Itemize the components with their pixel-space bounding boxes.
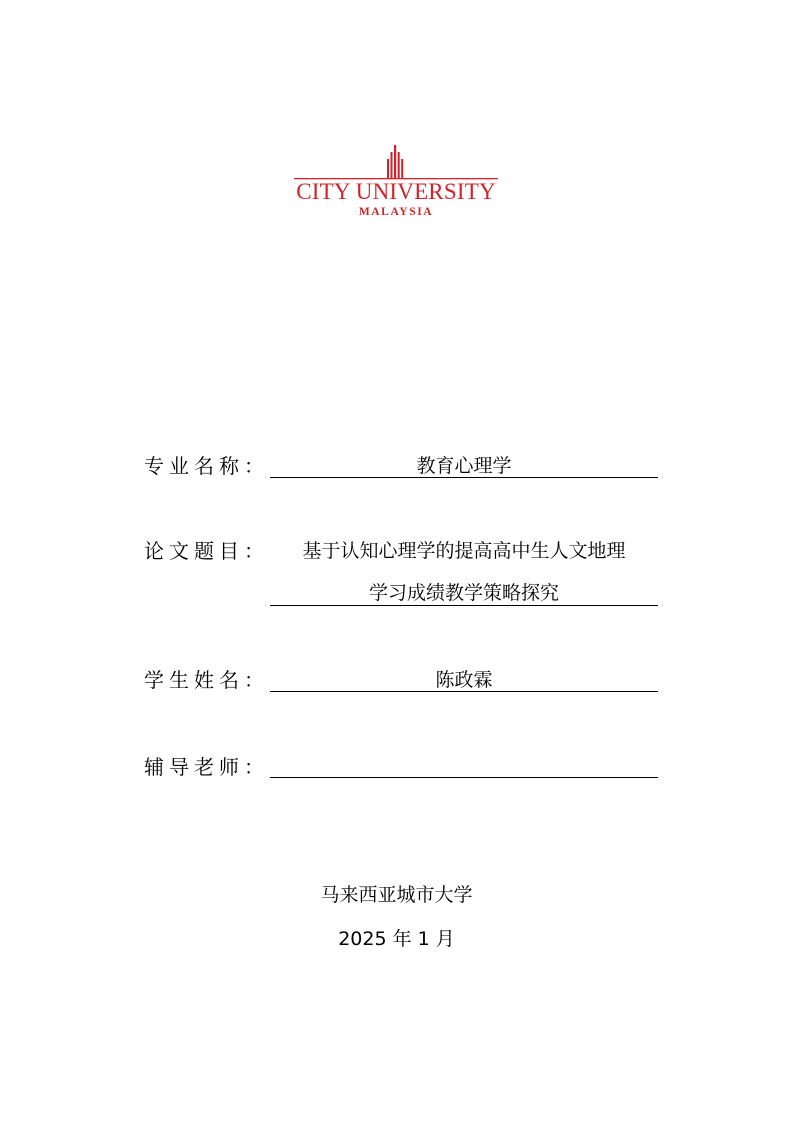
major-value: 教育心理学 — [416, 455, 512, 477]
tower-icon — [294, 143, 498, 183]
student-label: 学生姓名： — [144, 668, 269, 692]
logo-university-name: CITY UNIVERSITY — [296, 179, 496, 204]
student-underline — [270, 691, 658, 692]
title-value-line2: 学习成绩教学策略探究 — [368, 582, 559, 604]
student-value: 陈政霖 — [435, 669, 493, 691]
title-underline — [270, 605, 658, 606]
footer-date: 2025 年 1 月 — [338, 928, 455, 950]
logo-country: MALAYSIA — [358, 206, 434, 218]
title-value-line1: 基于认知心理学的提高高中生人文地理 — [302, 540, 626, 562]
university-logo — [294, 143, 498, 223]
footer-university: 马来西亚城市大学 — [320, 884, 473, 906]
major-underline — [270, 477, 658, 478]
advisor-label: 辅导老师： — [144, 755, 269, 779]
title-label: 论文题目： — [144, 539, 269, 563]
advisor-underline — [270, 777, 658, 778]
major-label: 专业名称： — [144, 454, 269, 478]
